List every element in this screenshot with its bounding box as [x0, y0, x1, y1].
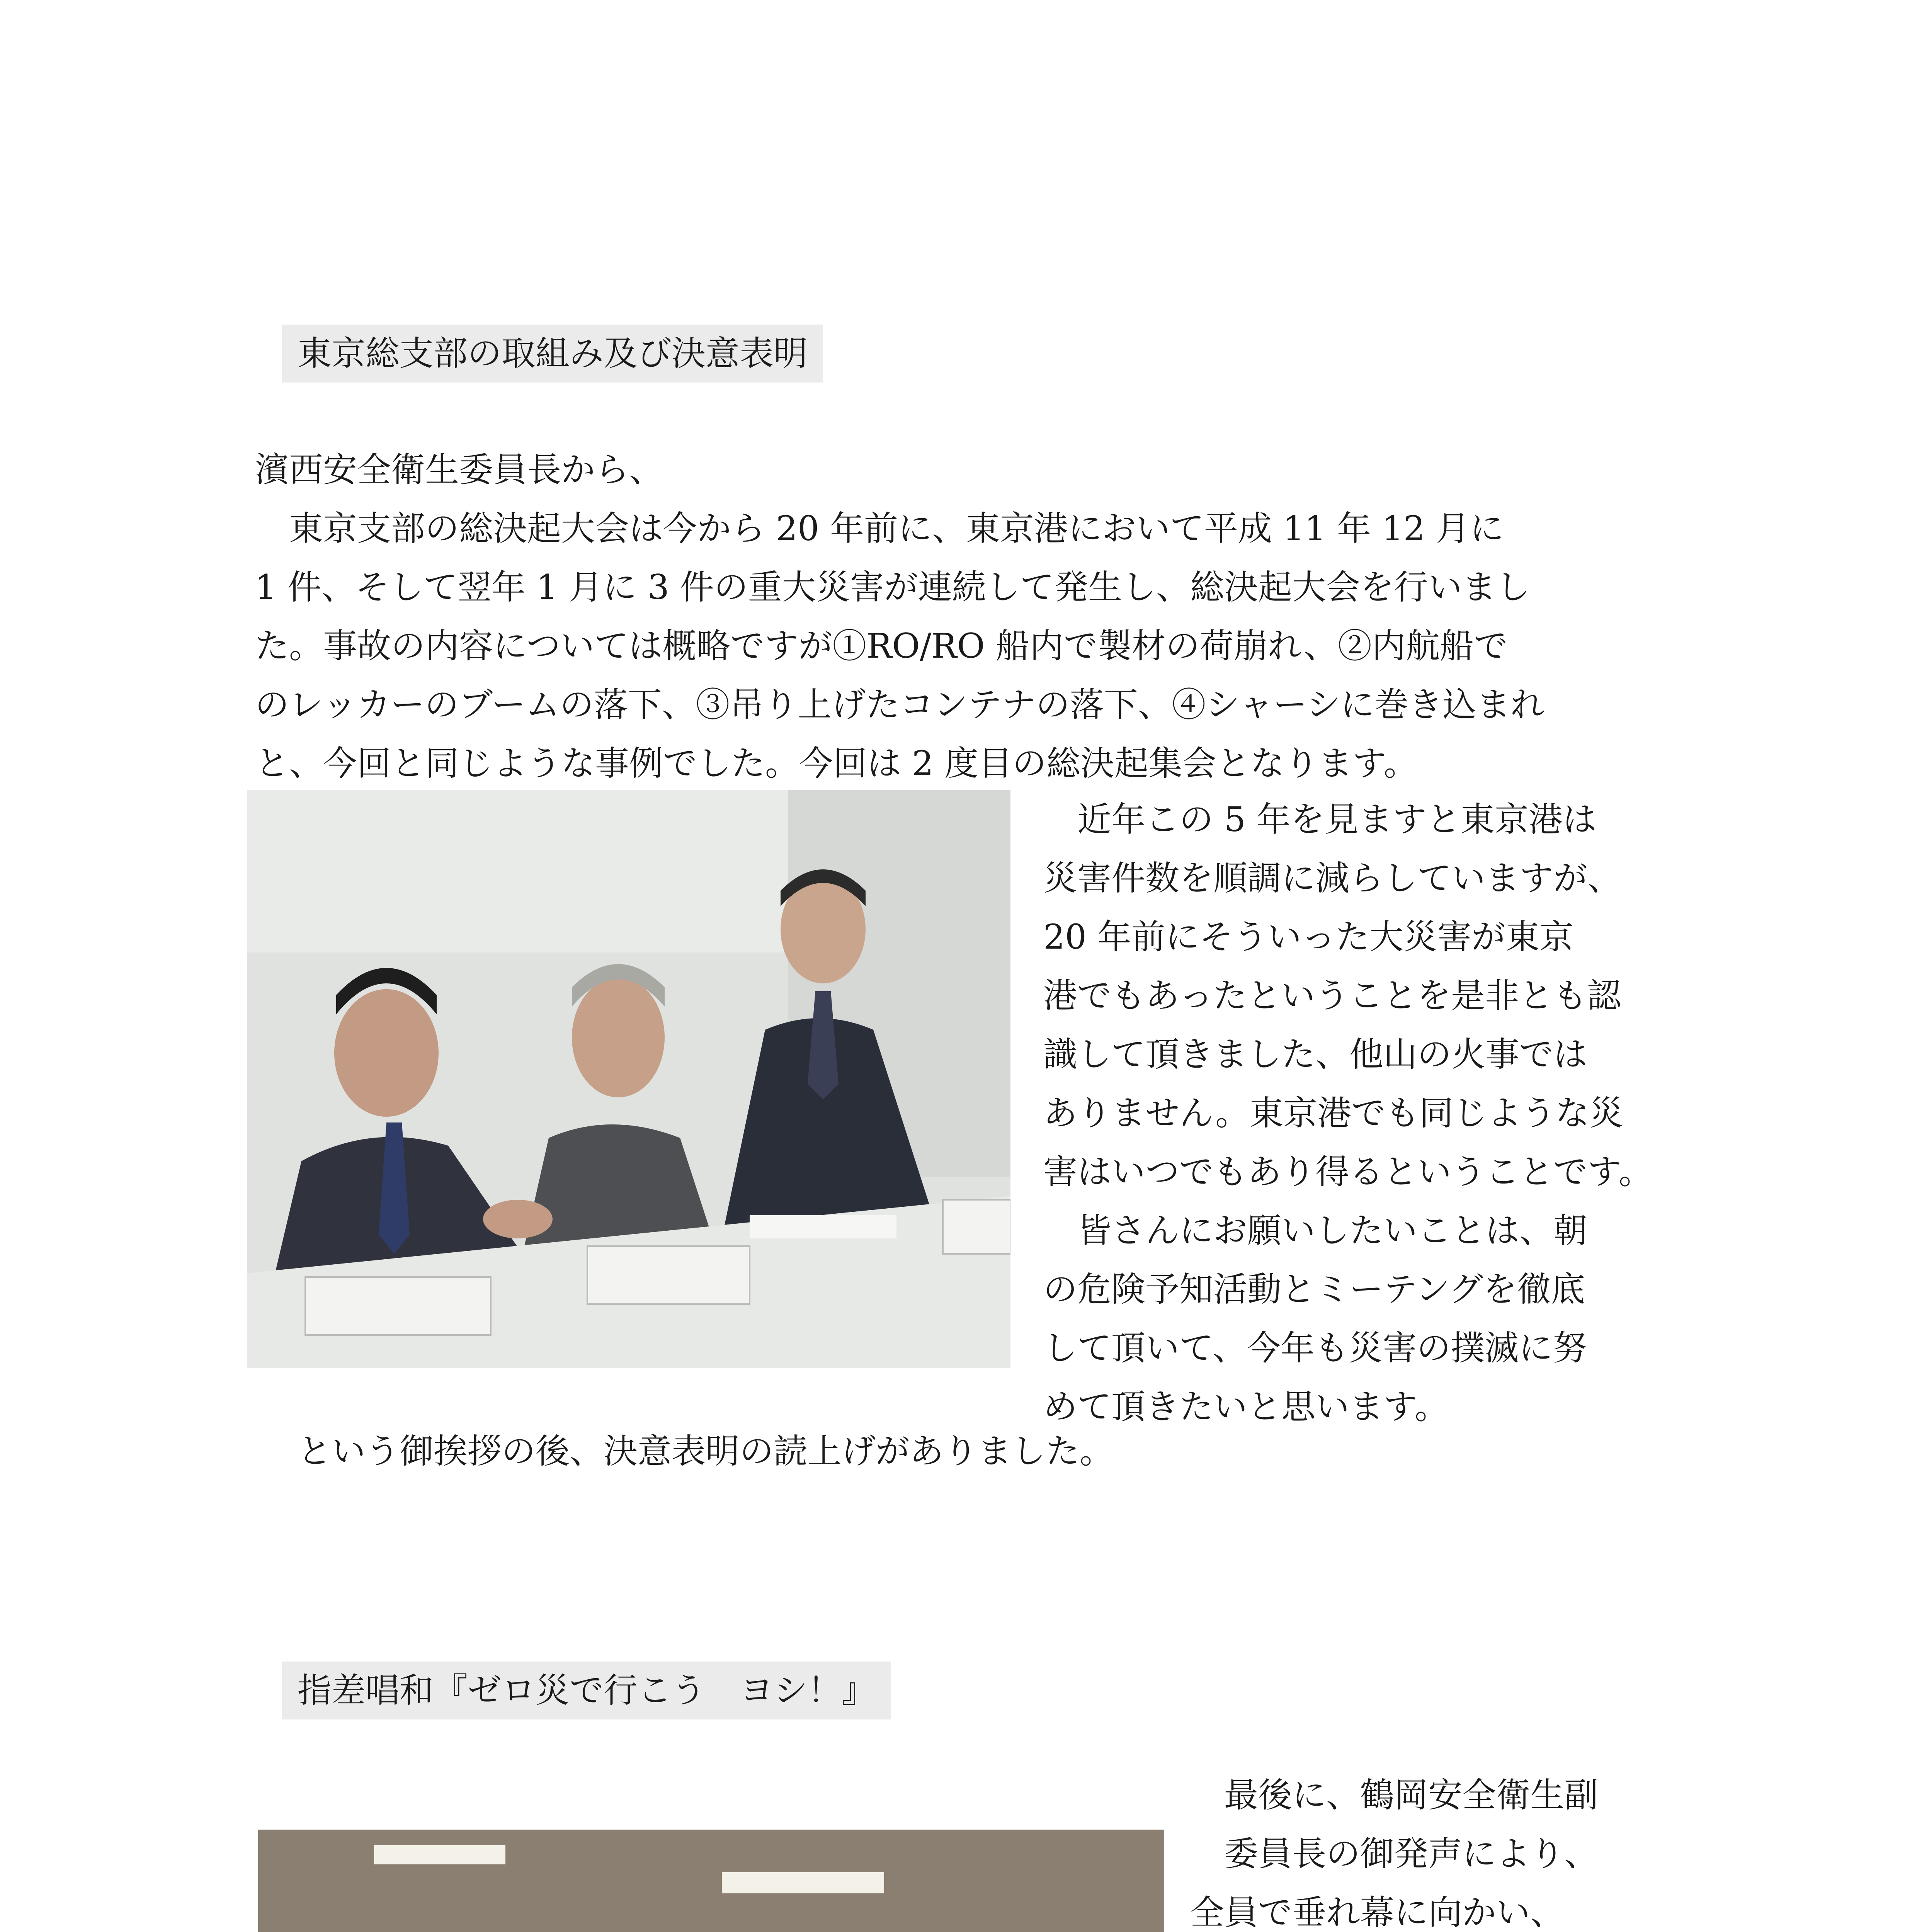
closing-ceremony-paragraph [1190, 1766, 1654, 1932]
section-heading-tokyo-resolution: 東京総支部の取組み及び決意表明 [282, 325, 823, 383]
text-line: の危険予知活動とミーテングを徹底 [1043, 1269, 1585, 1309]
section-heading-pointing-call: 指差唱和『ゼロ災で行こう ヨシ！』 [282, 1662, 891, 1719]
text-line: 害はいつでもあり得るということです。 [1043, 1152, 1653, 1192]
text-line: 東京支部の総決起大会は今から 20 年前に、東京港において平成 11 年 12 月に [255, 509, 1504, 548]
closing-line: という御挨拶の後、決意表明の読上げがありました。 [298, 1431, 1114, 1471]
text-line: 災害件数を順調に減らしていますが、 [1043, 858, 1622, 898]
text-line: 1 件、そして翌年 1 月に 3 件の重大災害が連続して発生し、総決起大会を行いまし [255, 567, 1530, 607]
text-line: のレッカーのブームの落下、③吊り上げたコンテナの落下、④シャーシに巻き込まれ [255, 685, 1544, 724]
text-line: 皆さんにお願いしたいことは、朝 [1043, 1211, 1588, 1250]
text-line: 濱西安全衛生委員長から、 [255, 450, 663, 490]
text-line: 20 年前にそういった大災害が東京 [1043, 917, 1573, 957]
text-line: 港でもあったということを是非とも認 [1043, 976, 1621, 1015]
text-line: 全員で垂れ幕に向かい、 [1190, 1893, 1565, 1932]
text-line: 委員長の御発声により、 [1190, 1834, 1599, 1874]
meeting-table-photo [247, 790, 1010, 1368]
text-line: めて頂きたいと思います。 [1043, 1387, 1449, 1427]
intro-paragraph [255, 440, 1646, 793]
right-column-paragraph [1043, 790, 1662, 1436]
text-line: ありません。東京港でも同じような災 [1043, 1093, 1624, 1133]
text-line: た。事故の内容については概略ですが①RO/RO 船内で製材の荷崩れ、②内航船で [255, 626, 1508, 666]
text-line: 近年この 5 年を見ますと東京港は [1043, 799, 1597, 839]
text-line: 最後に、鶴岡安全衛生副 [1190, 1775, 1599, 1815]
text-line: 識して頂きました、他山の火事では [1043, 1034, 1588, 1074]
group-pointing-photo [258, 1830, 1164, 1932]
text-line: と、今回と同じような事例でした。今回は 2 度目の総決起集会となります。 [255, 743, 1418, 783]
text-line: して頂いて、今年も災害の撲滅に努 [1043, 1328, 1587, 1368]
